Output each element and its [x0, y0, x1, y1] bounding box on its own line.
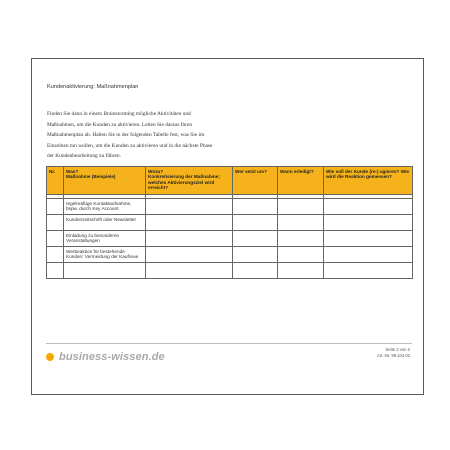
page-number: Seite 2 von 2: [385, 347, 410, 352]
table-cell: [278, 231, 324, 247]
intro-paragraph: [47, 109, 277, 162]
table-cell: [233, 263, 278, 279]
document-heading: Kundenaktivierung: Maßnahmenplan: [47, 84, 139, 90]
table-cell: [324, 199, 413, 215]
table-cell: [146, 215, 233, 231]
table-cell: Kundenzeitschrift oder Newsletter: [64, 215, 146, 231]
table-cell: [278, 215, 324, 231]
table-header-cell: Nr.: [47, 167, 64, 195]
table-row: [47, 263, 413, 279]
document-page: [31, 58, 424, 395]
footer-divider: [46, 343, 412, 344]
brand-dot-icon: [46, 353, 54, 361]
table-cell: [47, 199, 64, 215]
table-cell: [233, 247, 278, 263]
intro-line: Maßnahmen, um die Kunden zu aktivieren. Leiten Sie daraus Ihren: [47, 121, 193, 128]
table-cell: [64, 263, 146, 279]
table-header-cell: Wie soll der Kunde (re-) agieren? Wie wird die Reaktion gemessen?: [324, 167, 413, 195]
intro-line: der Kundenbearbeitung zu führen.: [47, 153, 121, 159]
table-header-cell: Was? Maßnahme (Beispiele): [64, 167, 146, 195]
table-cell: [278, 199, 324, 215]
table-cell: [324, 247, 413, 263]
table-row: [47, 215, 413, 231]
intro-line: Maßnahmenplan ab. Halten Sie in der folgenden Tabelle fest, was Sie im: [47, 132, 205, 138]
table-cell: [278, 263, 324, 279]
table-cell: [47, 263, 64, 279]
table-cell: [233, 215, 278, 231]
table-cell: [324, 215, 413, 231]
table-cell: [146, 199, 233, 215]
article-number: Art.-Nr. 99.104.02: [376, 353, 410, 358]
brand-logo: [46, 351, 165, 363]
table-header-cell: Wann erledigt?: [278, 167, 324, 195]
intro-line: Einzelnen tun wollen, um die Kunden zu aktivieren und in die nächste Phase: [47, 142, 213, 149]
table-row: [47, 199, 413, 215]
table-cell: [233, 231, 278, 247]
table-cell: regelmäßige Kontaktaufnahme, bspw. durch Key Account: [64, 199, 146, 215]
table-row: [47, 247, 413, 263]
table-cell: [146, 263, 233, 279]
table-cell: [146, 231, 233, 247]
table-header-cell: Wozu? Konkretisierung der Maßnahme; welches Aktivierungsziel wird erreicht?: [146, 167, 233, 195]
table-cell: [47, 215, 64, 231]
table-row: [47, 231, 413, 247]
table-cell: [47, 247, 64, 263]
measures-table: [46, 166, 413, 279]
table-cell: [146, 247, 233, 263]
table-cell: [47, 231, 64, 247]
intro-line: Finden Sie dann in einem Brainstorming mögliche Aktivitäten und: [47, 111, 191, 117]
table-cell: [324, 231, 413, 247]
brand-name: business-wissen.de: [59, 351, 165, 363]
table-header-row: [47, 167, 413, 195]
table-cell: [324, 263, 413, 279]
page-info: [377, 347, 410, 359]
table-cell: Werbeaktion für bestehende Kunden: Vermeidung der Kaufreue: [64, 247, 146, 263]
table-header-cell: Wer setzt um?: [233, 167, 278, 195]
table-cell: Einladung zu besonderen Veranstaltungen: [64, 231, 146, 247]
table-cell: [233, 199, 278, 215]
table-cell: [278, 247, 324, 263]
